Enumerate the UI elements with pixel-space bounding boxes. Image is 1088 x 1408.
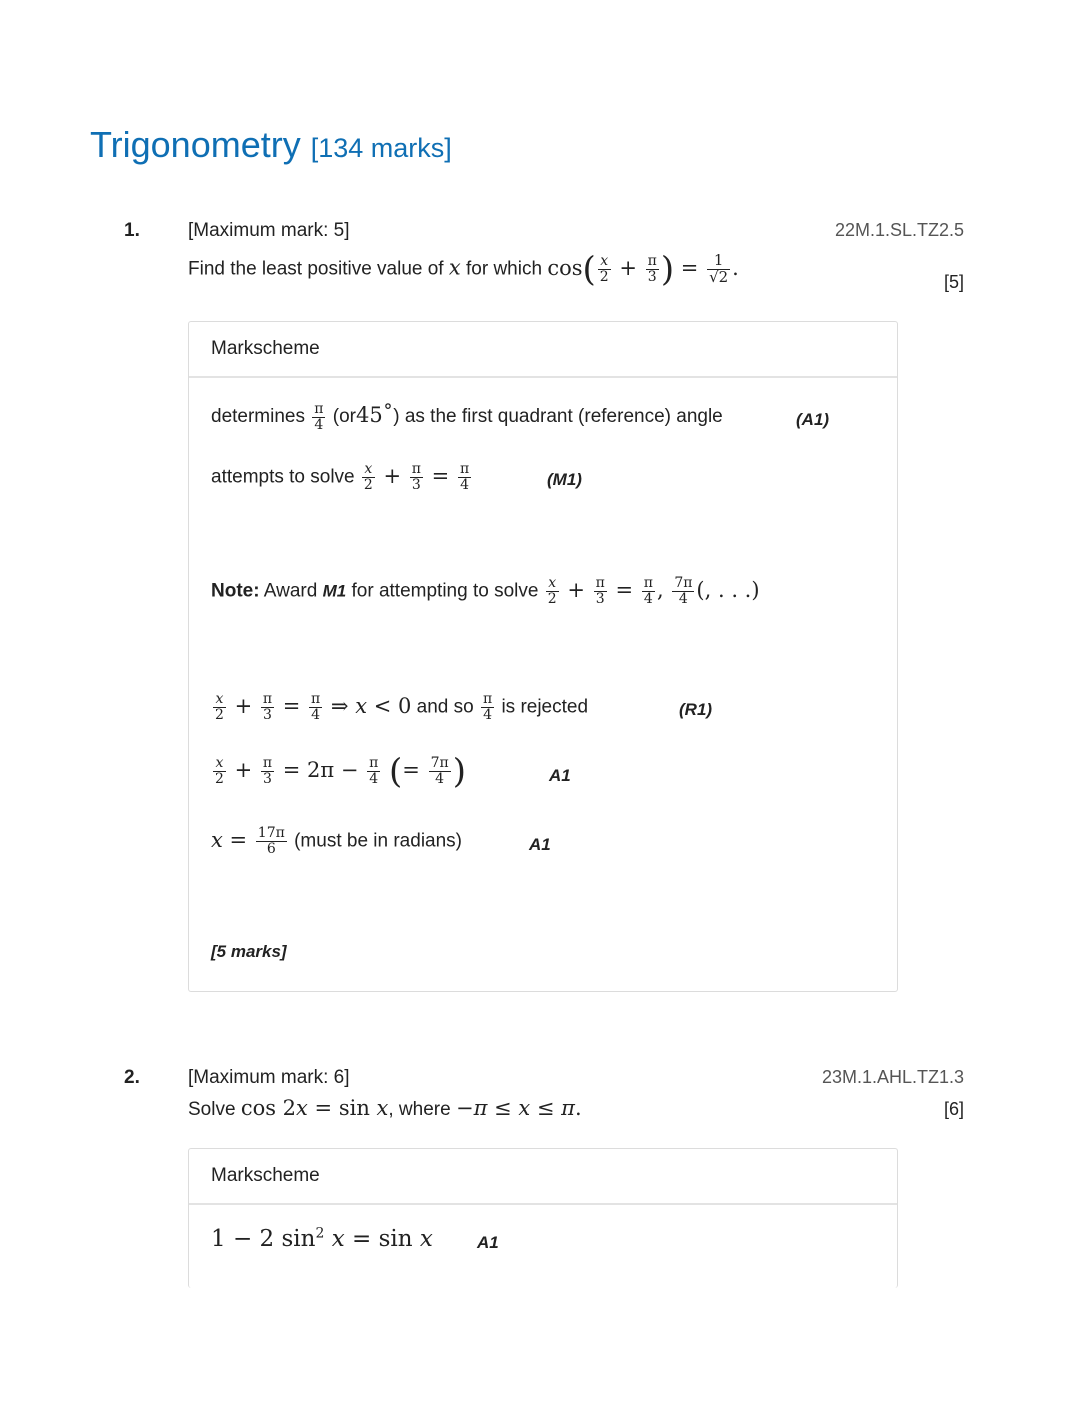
markscheme-1-total: [5 marks] [211, 942, 287, 961]
markscheme-2-award-a1: A1 [477, 1233, 499, 1252]
markscheme-2-header: Markscheme [189, 1149, 897, 1205]
title-text: Trigonometry [90, 124, 301, 165]
question-1-number: 1. [124, 220, 140, 241]
markscheme-1-line-4: $\frac{x}{2}$ + $\frac{\pi}{3}$ = $\frac{\pi}{4}$ ⇒ x < 0 and so $\frac{\pi}{4}$ is rejected [215, 691, 589, 724]
question-2-reference: 23M.1.AHL.TZ1.3 [821, 1067, 964, 1087]
markscheme-1-award-a1-third: A1 [529, 835, 551, 854]
markscheme-1-header: Markscheme [189, 322, 897, 378]
markscheme-2 [188, 1148, 898, 1288]
markscheme-1-line-5: $\frac{x}{2}$ + $\frac{\pi}{3}$ = 2π − $\frac{\pi}{4}$ (= $\frac{7\pi}{4}$ ) [215, 751, 466, 791]
question-2-max-mark: [Maximum mark: 6] [188, 1067, 350, 1088]
question-1-marks: [5] [943, 272, 964, 292]
question-1-max-mark: [Maximum mark: 5] [188, 220, 350, 241]
markscheme-1-line-1: determines $\frac{\pi}{4}$ (or45˚) as the first quadrant (reference) angle [211, 401, 723, 433]
markscheme-1-award-m1: (M1) [547, 470, 582, 489]
question-2-marks: [6] [943, 1099, 964, 1119]
question-1-reference: 22M.1.SL.TZ2.5 [834, 220, 964, 240]
markscheme-1-line-6: x = $\frac{17\pi}{6}$ (must be in radians) [211, 825, 462, 857]
page-title [90, 124, 452, 166]
question-2-text: Solve cos 2x = sin x, where −π ≤ x ≤ π. [188, 1096, 582, 1120]
title-total-marks: [134 marks] [310, 133, 452, 163]
markscheme-1-note: Note: Award M1 for attempting to solve $\frac{x}{2}$ + $\frac{\pi}{3}$ = $\frac{\pi}{4}$ , $\frac{7\pi}{4}$ (, . . .) [211, 575, 760, 607]
question-1-text: Find the least positive value of x for which cos( $\frac{x}{2}$ + $\frac{\pi}{3}$ ) = $\frac{1}{√2}$ . [188, 249, 739, 289]
markscheme-1-award-a1: (A1) [796, 410, 830, 429]
markscheme-2-line-1: 1 − 2 $\sin^2 x = \sin x$ [211, 1225, 433, 1252]
markscheme-1 [188, 321, 898, 992]
markscheme-1-line-2: attempts to solve $\frac{x}{2}$ + $\frac{\pi}{3}$ = $\frac{\pi}{4}$ [211, 461, 470, 493]
markscheme-1-award-a1-second: A1 [549, 766, 571, 785]
markscheme-1-award-r1: (R1) [679, 700, 713, 719]
question-2-number: 2. [124, 1067, 140, 1088]
question-1-equation: cos( $\frac{x}{2}$ + $\frac{\pi}{3}$ ) = $\frac{1}{√2}$ . [547, 249, 739, 289]
